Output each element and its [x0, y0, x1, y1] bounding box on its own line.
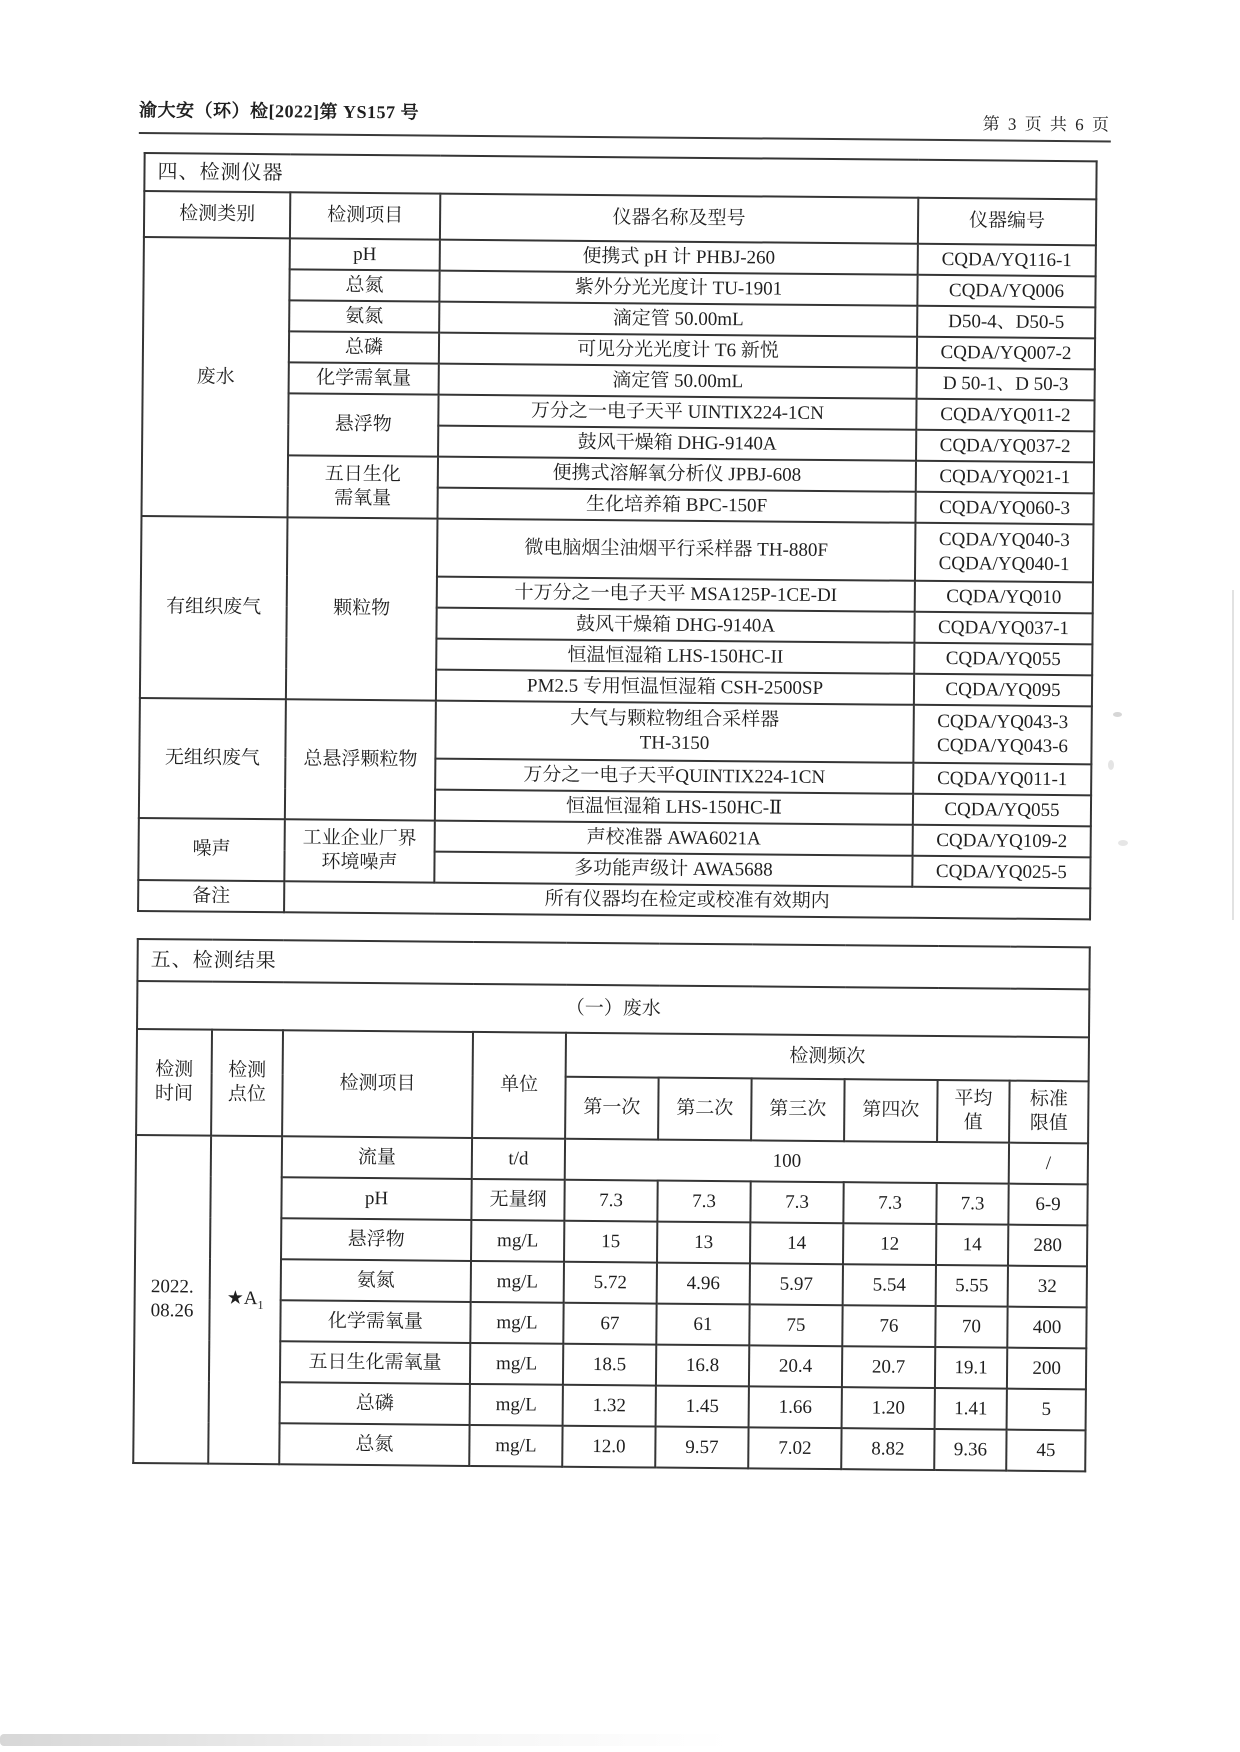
limit-cell: 45: [1006, 1430, 1085, 1472]
instrument-name-cell: 鼓风干燥箱 DHG-9140A: [436, 608, 914, 643]
instrument-name-cell: 万分之一电子天平QUINTIX224-1CN: [435, 759, 913, 794]
instrument-no-cell: CQDA/YQ037-1: [914, 612, 1092, 645]
item-cell: 化学需氧量: [280, 1300, 470, 1343]
item-cell: 颗粒物: [286, 517, 438, 700]
instrument-no-cell: CQDA/YQ011-2: [916, 399, 1094, 432]
result-row: [136, 1135, 1088, 1184]
instrument-name-cell: 滴定管 50.00mL: [439, 364, 917, 399]
instrument-no-cell: CQDA/YQ021-1: [916, 461, 1094, 494]
col-header-unit: 单位: [472, 1032, 566, 1139]
page-indicator: 第 3 页 共 6 页: [982, 114, 1112, 135]
col-header-instrument-no: 仪器编号: [918, 198, 1096, 246]
value-cell: 12: [843, 1223, 936, 1265]
point-cell: [208, 1136, 282, 1465]
instrument-no-cell: CQDA/YQ055: [913, 794, 1091, 827]
item-cell: 总磷: [280, 1382, 470, 1425]
instrument-no-cell: CQDA/YQ037-2: [916, 430, 1094, 463]
average-cell: 14: [936, 1224, 1008, 1266]
col-header-time: 检测 时间: [136, 1029, 212, 1136]
instrument-no-cell: CQDA/YQ043-3 CQDA/YQ043-6: [913, 705, 1091, 765]
unit-cell: mg/L: [469, 1425, 562, 1467]
col-header-point: 检测 点位: [211, 1030, 283, 1137]
value-cell: 5.97: [750, 1263, 843, 1305]
item-cell: 总磷: [289, 331, 439, 363]
item-cell: 总氮: [279, 1423, 469, 1466]
point-subscript: 1: [257, 1297, 264, 1313]
item-cell: 氨氮: [289, 300, 439, 332]
col-header-average: 平均 值: [937, 1080, 1010, 1143]
limit-cell: 400: [1007, 1307, 1086, 1349]
results-table-subtitle-row: [137, 981, 1089, 1037]
item-cell: pH: [290, 238, 440, 270]
col-header-instrument-name: 仪器名称及型号: [440, 194, 918, 244]
value-cell: 18.5: [563, 1344, 656, 1386]
col-header-run-1: 第一次: [565, 1077, 659, 1140]
instrument-name-cell: 便携式 pH 计 PHBJ-260: [440, 240, 918, 275]
value-cell: 9.57: [655, 1427, 748, 1469]
value-cell: 20.4: [749, 1345, 842, 1387]
instrument-no-cell: CQDA/YQ095: [914, 674, 1092, 707]
limit-cell: 32: [1008, 1266, 1087, 1308]
document-number: 渝大安（环）检[2022]第 YS157 号: [138, 99, 420, 123]
col-header-category: 检测类别: [144, 191, 290, 238]
value-cell: 7.02: [748, 1427, 841, 1469]
instrument-name-cell: PM2.5 专用恒温恒湿箱 CSH-2500SP: [436, 670, 914, 705]
value-cell: 12.0: [562, 1426, 655, 1468]
instrument-row: [139, 698, 1091, 764]
instrument-no-cell: CQDA/YQ010: [915, 581, 1093, 614]
value-cell: 5.54: [843, 1264, 936, 1306]
value-cell: 7.3: [750, 1181, 843, 1223]
unit-cell: mg/L: [471, 1261, 564, 1303]
col-header-run-2: 第二次: [658, 1078, 752, 1141]
instrument-name-cell: 大气与颗粒物组合采样器 TH-3150: [435, 701, 913, 763]
item-cell: 总悬浮颗粒物: [285, 699, 436, 820]
item-cell: 悬浮物: [288, 393, 439, 456]
value-cell: 76: [842, 1305, 935, 1347]
item-cell: 五日生化需氧量: [280, 1341, 470, 1384]
item-cell: 悬浮物: [281, 1218, 471, 1261]
unit-cell: mg/L: [470, 1343, 563, 1385]
value-cell: 5.72: [564, 1262, 657, 1304]
instrument-name-cell: 紫外分光光度计 TU-1901: [439, 271, 917, 306]
col-header-item: 检测项目: [290, 192, 440, 239]
item-cell: 流量: [282, 1136, 472, 1179]
instrument-row: [141, 516, 1093, 582]
instrument-name-cell: 恒温恒湿箱 LHS-150HC-Ⅱ: [435, 790, 913, 825]
remark-text-cell: 所有仪器均在检定或校准有效期内: [284, 881, 1090, 919]
results-table-subtitle: （一）废水: [137, 981, 1089, 1037]
average-cell: 1.41: [935, 1388, 1007, 1430]
scan-smudge: [0, 1734, 730, 1746]
instruments-table-header-row: [144, 191, 1096, 245]
col-header-run-4: 第四次: [844, 1079, 938, 1142]
item-cell: pH: [281, 1177, 471, 1220]
limit-cell: /: [1009, 1143, 1088, 1185]
col-header-frequency: 检测频次: [566, 1033, 1089, 1082]
date-cell: 2022. 08.26: [133, 1135, 211, 1464]
instrument-name-cell: 多功能声级计 AWA5688: [434, 852, 912, 887]
value-cell: 15: [564, 1221, 657, 1263]
instrument-no-cell: D50-4、D50-5: [917, 306, 1095, 339]
document-header: [139, 96, 1111, 138]
average-cell: 7.3: [936, 1183, 1008, 1225]
value-cell: 8.82: [841, 1428, 934, 1470]
average-cell: 19.1: [935, 1347, 1007, 1389]
limit-cell: 200: [1007, 1348, 1086, 1390]
instrument-no-cell: CQDA/YQ109-2: [913, 825, 1091, 858]
instrument-name-cell: 鼓风干燥箱 DHG-9140A: [438, 426, 916, 461]
unit-cell: mg/L: [470, 1384, 563, 1426]
unit-cell: 无量纲: [471, 1179, 564, 1221]
value-cell: 14: [750, 1222, 843, 1264]
results-header-row-1: [137, 1029, 1089, 1081]
item-cell: 化学需氧量: [289, 362, 439, 394]
instrument-name-cell: 微电脑烟尘油烟平行采样器 TH-880F: [437, 519, 915, 581]
value-cell: 13: [657, 1222, 750, 1264]
instrument-name-cell: 生化培养箱 BPC-150F: [437, 488, 915, 523]
value-cell: 7.3: [564, 1180, 657, 1222]
instrument-no-cell: CQDA/YQ007-2: [917, 337, 1095, 370]
instrument-name-cell: 声校准器 AWA6021A: [435, 821, 913, 856]
value-cell: 75: [749, 1304, 842, 1346]
instrument-no-cell: CQDA/YQ006: [917, 275, 1095, 308]
unit-cell: mg/L: [470, 1302, 563, 1344]
category-cell: 有组织废气: [140, 516, 288, 699]
instrument-name-cell: 十万分之一电子天平 MSA125P-1CE-DI: [437, 577, 915, 612]
category-cell: 噪声: [138, 818, 285, 881]
instrument-no-cell: CQDA/YQ055: [914, 643, 1092, 676]
value-cell: 1.32: [563, 1385, 656, 1427]
col-header-limit: 标准 限值: [1009, 1081, 1089, 1144]
value-cell: 100: [565, 1139, 1009, 1184]
instrument-name-cell: 恒温恒湿箱 LHS-150HC-II: [436, 639, 914, 674]
value-cell: 16.8: [656, 1345, 749, 1387]
value-cell: 4.96: [657, 1263, 750, 1305]
instrument-no-cell: CQDA/YQ011-1: [913, 763, 1091, 796]
results-table: [132, 938, 1091, 1472]
instrument-no-cell: CQDA/YQ025-5: [912, 856, 1090, 889]
instrument-no-cell: CQDA/YQ040-3 CQDA/YQ040-1: [915, 523, 1093, 583]
instrument-name-cell: 便携式溶解氧分析仪 JPBJ-608: [438, 457, 916, 492]
instrument-no-cell: CQDA/YQ116-1: [918, 244, 1096, 277]
value-cell: 67: [563, 1303, 656, 1345]
value-cell: 7.3: [843, 1182, 936, 1224]
instruments-table: [137, 152, 1098, 920]
value-cell: 1.66: [749, 1386, 842, 1428]
instruments-table-title: 四、检测仪器: [144, 153, 1096, 199]
value-cell: 7.3: [657, 1181, 750, 1223]
instrument-name-cell: 可见分光光度计 T6 新悦: [439, 333, 917, 368]
col-header-run-3: 第三次: [751, 1078, 845, 1141]
results-table-title: 五、检测结果: [137, 939, 1089, 989]
limit-cell: 5: [1007, 1389, 1086, 1431]
instrument-no-cell: D 50-1、D 50-3: [917, 368, 1095, 401]
point-label: ★A: [226, 1287, 258, 1310]
remark-label-cell: 备注: [138, 880, 284, 912]
value-cell: 20.7: [842, 1346, 935, 1388]
unit-cell: mg/L: [471, 1220, 564, 1262]
item-cell: 总氮: [289, 269, 439, 301]
category-cell: 无组织废气: [139, 698, 286, 819]
col-header-item: 检测项目: [282, 1030, 473, 1138]
instrument-no-cell: CQDA/YQ060-3: [915, 492, 1093, 525]
average-cell: 9.36: [934, 1429, 1006, 1471]
item-cell: 工业企业厂界 环境噪声: [284, 819, 435, 882]
average-cell: 5.55: [936, 1265, 1008, 1307]
value-cell: 61: [656, 1304, 749, 1346]
item-cell: 五日生化 需氧量: [287, 455, 438, 518]
category-cell: 废水: [141, 237, 289, 517]
limit-cell: 6-9: [1008, 1184, 1087, 1226]
value-cell: 1.45: [656, 1386, 749, 1428]
value-cell: 1.20: [842, 1387, 935, 1429]
unit-cell: t/d: [472, 1138, 565, 1180]
instrument-name-cell: 万分之一电子天平 UINTIX224-1CN: [438, 395, 916, 430]
item-cell: 氨氮: [281, 1259, 471, 1302]
instrument-name-cell: 滴定管 50.00mL: [439, 302, 917, 337]
average-cell: 70: [935, 1306, 1007, 1348]
limit-cell: 280: [1008, 1225, 1087, 1267]
